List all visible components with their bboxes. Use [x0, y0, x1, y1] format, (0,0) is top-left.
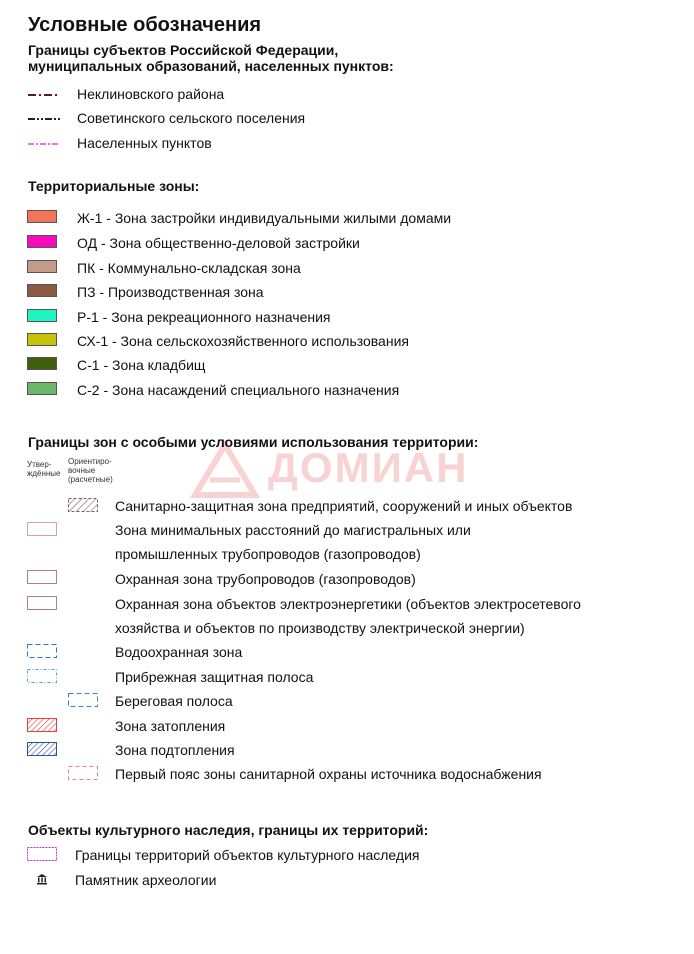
border-line-settlement [28, 115, 60, 123]
heritage-border-label: Границы территорий объектов культурного наследия [75, 847, 420, 863]
pipeline-zone-label: Охранная зона трубопроводов (газопроводов) [115, 571, 416, 587]
underflood-zone-label: Зона подтопления [115, 742, 235, 758]
min-distance-zone-symbol [27, 522, 57, 536]
flood-zone-label: Зона затопления [115, 718, 226, 734]
borders-heading-2: муниципальных образований, населенных пунктов: [28, 58, 394, 74]
border-line-locality [28, 140, 60, 148]
zone-label-zh1: Ж-1 - Зона застройки индивидуальными жилыми домами [77, 210, 452, 226]
borders-heading-1: Границы субъектов Российской Федерации, [28, 42, 339, 58]
flood-zone-symbol [27, 718, 57, 732]
sanitary-zone-label: Санитарно-защитная зона предприятий, сооружений и иных объектов [115, 498, 573, 514]
watermark-text: ДОМИАН [268, 444, 469, 491]
zone-swatch-od [27, 235, 57, 248]
coastal-strip-symbol [27, 669, 57, 683]
border-line-district [28, 91, 60, 99]
zone-label-skh1: СХ-1 - Зона сельскохозяйственного использования [77, 333, 409, 349]
sanitary-zone-symbol [68, 498, 98, 512]
zones-heading: Территориальные зоны: [28, 178, 200, 194]
border-label-settlement: Советинского сельского поселения [77, 110, 306, 126]
heritage-heading: Объекты культурного наследия, границы их территорий: [28, 822, 429, 838]
zone-swatch-pz [27, 284, 57, 297]
sanitary-belt-label: Первый пояс зоны санитарной охраны источника водоснабжения [115, 766, 542, 782]
shoreline-symbol [68, 693, 98, 707]
water-protection-zone-label: Водоохранная зона [115, 644, 243, 660]
water-protection-zone-symbol [27, 644, 57, 658]
zone-label-pk: ПК - Коммунально-складская зона [77, 260, 301, 276]
monument-label: Памятник археологии [75, 872, 217, 888]
zone-swatch-r1 [27, 309, 57, 322]
min-distance-zone-label-2: промышленных трубопроводов (газопроводов) [115, 546, 421, 562]
heritage-border-symbol [27, 847, 57, 861]
underflood-zone-symbol [27, 742, 57, 756]
pipeline-zone-symbol [27, 570, 57, 584]
zone-label-s1: С-1 - Зона кладбищ [77, 357, 206, 373]
zone-label-od: ОД - Зона общественно-деловой застройки [77, 235, 360, 251]
power-zone-label: Охранная зона объектов электроэнергетики (объектов электросетевого [115, 596, 581, 612]
border-label-locality: Населенных пунктов [77, 135, 212, 151]
zone-swatch-pk [27, 260, 57, 273]
zone-swatch-skh1 [27, 333, 57, 346]
monument-icon [36, 873, 48, 885]
min-distance-zone-label: Зона минимальных расстояний до магистральных или [115, 522, 471, 538]
page-title: Условные обозначения [28, 14, 262, 36]
zone-label-pz: ПЗ - Производственная зона [77, 284, 264, 300]
sanitary-belt-symbol [68, 766, 98, 780]
power-zone-symbol [27, 596, 57, 610]
power-zone-label-2: хозяйства и объектов по производству электрической энергии) [115, 620, 525, 636]
column-estimated: Ориентиро-вочные (расчетные) [68, 457, 113, 484]
coastal-strip-label: Прибрежная защитная полоса [115, 669, 314, 685]
zone-swatch-s2 [27, 382, 57, 395]
special-heading: Границы зон с особыми условиями использования территории: [28, 434, 479, 450]
shoreline-label: Береговая полоса [115, 693, 233, 709]
border-label-district: Неклиновского района [77, 86, 225, 102]
zone-swatch-s1 [27, 357, 57, 370]
zone-label-r1: Р-1 - Зона рекреационного назначения [77, 309, 331, 325]
zone-swatch-zh1 [27, 210, 57, 223]
column-approved: Утвер-ждённые [27, 460, 61, 478]
zone-label-s2: С-2 - Зона насаждений специального назначения [77, 382, 400, 398]
